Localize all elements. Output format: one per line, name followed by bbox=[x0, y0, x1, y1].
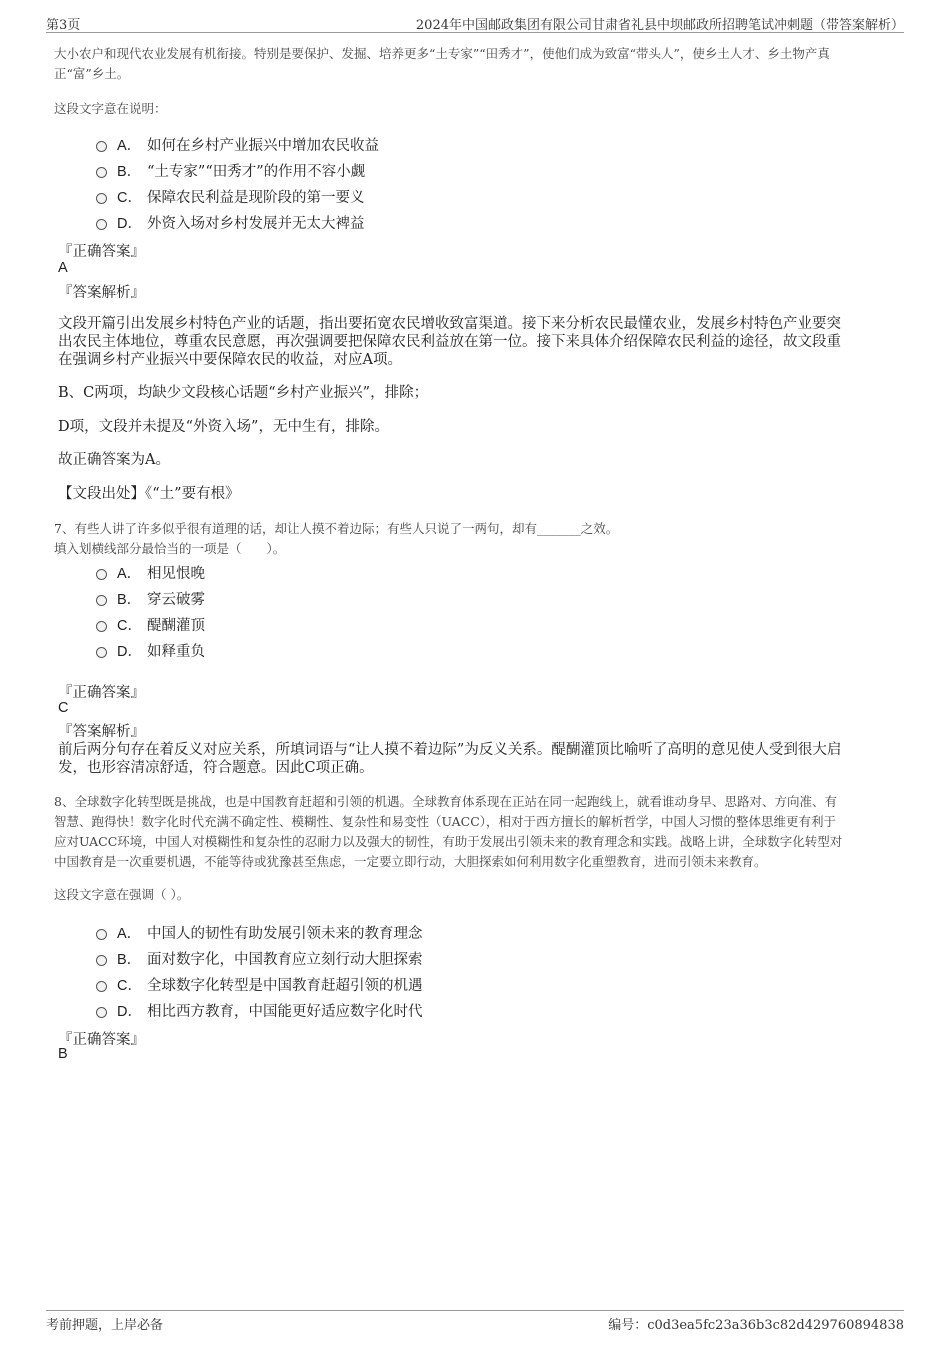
q6-source: 【文段出处】《“土”要有根》 bbox=[58, 486, 240, 502]
footer-slogan: 考前押题，上岸必备 bbox=[46, 1318, 164, 1333]
analysis-line: 文段开篇引出发展乡村特色产业的话题，指出要拓宽农民增收致富渠道。接下来分析农民最懂农业，发展乡村特色产业要突 bbox=[58, 316, 841, 332]
q8-prompt: 这段文字意在强调（ ）。 bbox=[54, 887, 190, 902]
q7-option-b[interactable] bbox=[96, 588, 205, 609]
option-text: 全球数字化转型是中国教育赶超引领的机遇 bbox=[147, 978, 423, 994]
q6-passage-line: 大小农户和现代农业发展有机衔接。特别是要保护、发掘、培养更多“土专家”“田秀才”，使他们成为致富“带头人”，使乡土人才、乡土物产真 bbox=[54, 46, 830, 61]
radio-icon[interactable] bbox=[96, 955, 107, 966]
q8-stem-line: 8、全球数字化转型既是挑战，也是中国教育赶超和引领的机遇。全球教育体系现在正站在同一起跑线上，就看谁动身早、思路对、方向准、有 bbox=[54, 794, 837, 809]
option-text: 面对数字化，中国教育应立刻行动大胆探索 bbox=[147, 952, 423, 968]
option-text: 如何在乡村产业振兴中增加农民收益 bbox=[147, 138, 379, 154]
option-letter: B． bbox=[117, 592, 142, 608]
option-letter: A． bbox=[117, 138, 142, 154]
q8-option-b[interactable] bbox=[96, 948, 423, 969]
q7-stem bbox=[54, 519, 896, 559]
q6-passage-line: 正“富”乡土。 bbox=[54, 66, 130, 81]
q8-stem bbox=[54, 792, 896, 872]
q7-option-d[interactable] bbox=[96, 640, 205, 661]
analysis-line: 出农民主体地位，尊重农民意愿，再次强调要把保障农民利益放在第一位。接下来具体介绍保障农民利益的途径，故文段重 bbox=[58, 334, 841, 350]
q7-analysis-label: 『答案解析』 bbox=[58, 724, 145, 740]
page-number: 第3页 bbox=[46, 18, 81, 33]
option-text: 相比西方教育，中国能更好适应数字化时代 bbox=[147, 1004, 423, 1020]
analysis-line: 前后两分句存在着反义对应关系，所填词语与“让人摸不着边际”为反义关系。醍醐灌顶比喻听了高明的意见使人受到很大启 bbox=[58, 742, 842, 758]
q6-analysis-d: D项，文段并未提及“外资入场”，无中生有，排除。 bbox=[58, 419, 389, 435]
option-letter: B． bbox=[117, 952, 142, 968]
q8-option-c[interactable] bbox=[96, 974, 423, 995]
q6-analysis-label: 『答案解析』 bbox=[58, 285, 145, 301]
option-letter: C． bbox=[117, 978, 142, 994]
option-text: 外资入场对乡村发展并无太大裨益 bbox=[147, 216, 365, 232]
document-title: 2024年中国邮政集团有限公司甘肃省礼县中坝邮政所招聘笔试冲刺题（带答案解析） bbox=[415, 18, 904, 33]
q6-analysis-bc: B、C两项，均缺少文段核心话题“乡村产业振兴”，排除； bbox=[58, 385, 429, 401]
option-letter: A． bbox=[117, 926, 142, 942]
radio-icon[interactable] bbox=[96, 167, 107, 178]
q6-option-b[interactable] bbox=[96, 160, 365, 181]
q8-stem-line: 应对UACC环境，中国人对模糊性和复杂性的忍耐力以及强大的韧性，有助于发展出引领未来的教育理念和实践。战略上讲，全球数字化转型对 bbox=[54, 834, 843, 849]
option-letter: C． bbox=[117, 190, 142, 206]
q6-answer: A bbox=[58, 260, 68, 276]
option-letter: D． bbox=[117, 216, 142, 232]
radio-icon[interactable] bbox=[96, 647, 107, 658]
option-text: 醍醐灌顶 bbox=[147, 618, 205, 634]
q8-stem-line: 智慧、跑得快！数字化时代充满不确定性、模糊性、复杂性和易变性（UACC），相对于西方擅长的解析哲学，中国人习惯的整体思维更有利于 bbox=[54, 814, 837, 829]
q6-answer-label: 『正确答案』 bbox=[58, 244, 145, 260]
q6-option-c[interactable] bbox=[96, 186, 365, 207]
radio-icon[interactable] bbox=[96, 621, 107, 632]
q6-prompt: 这段文字意在说明： bbox=[54, 101, 167, 116]
q7-option-a[interactable] bbox=[96, 562, 205, 583]
radio-icon[interactable] bbox=[96, 981, 107, 992]
radio-icon[interactable] bbox=[96, 141, 107, 152]
q7-analysis bbox=[58, 741, 893, 777]
q7-option-c[interactable] bbox=[96, 614, 205, 635]
option-letter: C． bbox=[117, 618, 142, 634]
q7-answer-label: 『正确答案』 bbox=[58, 685, 145, 701]
radio-icon[interactable] bbox=[96, 1007, 107, 1018]
q6-passage bbox=[54, 44, 896, 84]
option-letter: D． bbox=[117, 644, 142, 660]
q6-conclusion: 故正确答案为A。 bbox=[58, 452, 170, 468]
q8-stem-line: 中国教育是一次重要机遇，不能等待或犹豫甚至焦虑，一定要立即行动，大胆探索如何利用数字化重塑教育，进而引领未来教育。 bbox=[54, 854, 767, 869]
q6-option-d[interactable] bbox=[96, 212, 365, 233]
radio-icon[interactable] bbox=[96, 595, 107, 606]
option-letter: A． bbox=[117, 566, 142, 582]
option-text: 相见恨晚 bbox=[147, 566, 205, 582]
radio-icon[interactable] bbox=[96, 219, 107, 230]
analysis-line: 发，也形容清凉舒适，符合题意。因此C项正确。 bbox=[58, 760, 374, 776]
footer-divider bbox=[46, 1310, 904, 1311]
q7-answer: C bbox=[58, 700, 69, 716]
radio-icon[interactable] bbox=[96, 929, 107, 940]
document-id: 编号：c0d3ea5fc23a36b3c82d429760894838 bbox=[608, 1318, 904, 1333]
radio-icon[interactable] bbox=[96, 193, 107, 204]
option-text: “土专家”“田秀才”的作用不容小觑 bbox=[147, 164, 366, 180]
q7-stem-line: 7、有些人讲了许多似乎很有道理的话，却让人摸不着边际；有些人只说了一两句，却有_______之效。 bbox=[54, 521, 619, 536]
q7-prompt: 填入划横线部分最恰当的一项是（ ）。 bbox=[54, 541, 286, 556]
option-text: 保障农民利益是现阶段的第一要义 bbox=[147, 190, 365, 206]
q8-option-d[interactable] bbox=[96, 1000, 423, 1021]
q6-option-a[interactable] bbox=[96, 134, 379, 155]
q8-answer: B bbox=[58, 1046, 68, 1062]
option-letter: B． bbox=[117, 164, 142, 180]
option-letter: D． bbox=[117, 1004, 142, 1020]
q8-answer-label: 『正确答案』 bbox=[58, 1032, 145, 1048]
analysis-line: 在强调乡村产业振兴中要保障农民的收益，对应A项。 bbox=[58, 352, 402, 368]
option-text: 中国人的韧性有助发展引领未来的教育理念 bbox=[147, 926, 423, 942]
q8-option-a[interactable] bbox=[96, 922, 423, 943]
option-text: 如释重负 bbox=[147, 644, 205, 660]
radio-icon[interactable] bbox=[96, 569, 107, 580]
option-text: 穿云破雾 bbox=[147, 592, 205, 608]
header-divider bbox=[46, 32, 904, 33]
q6-analysis bbox=[58, 315, 893, 369]
